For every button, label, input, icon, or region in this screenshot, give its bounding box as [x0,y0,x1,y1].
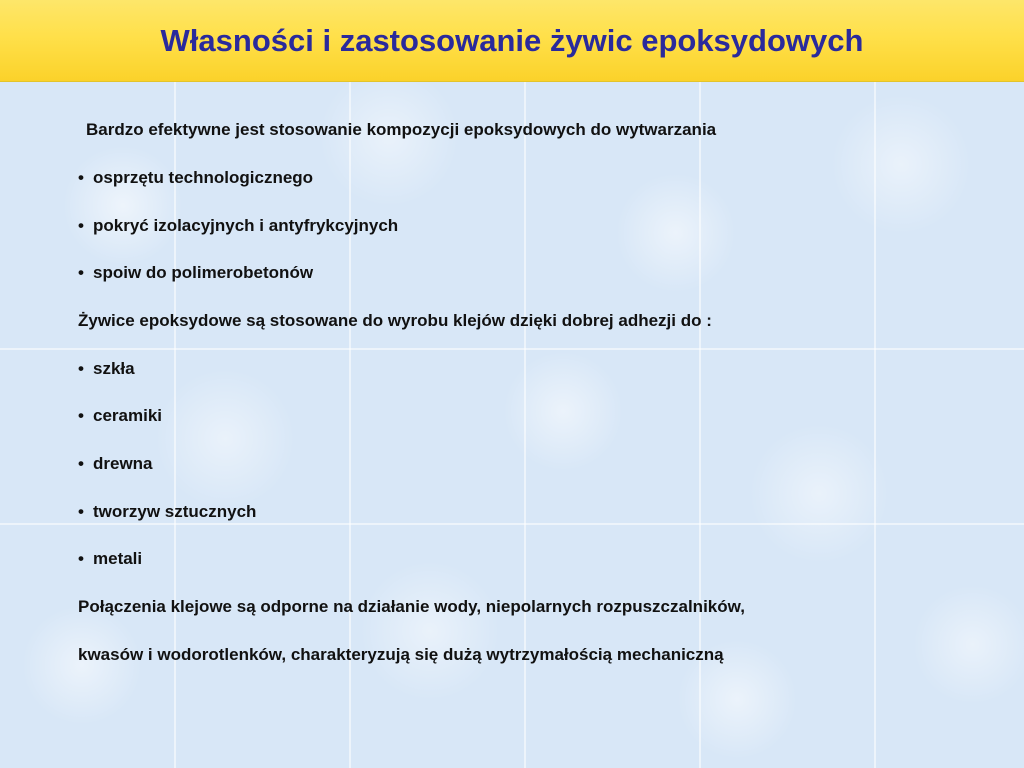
intro-line [86,120,716,140]
paragraph-line [78,311,712,331]
bullet-text: osprzętu technologicznego [93,168,314,187]
paragraph-text: kwasów i wodorotlenków, charakteryzują się dużą wytrzymałością mechaniczną [78,645,724,664]
bullet-item [78,549,142,569]
bullet-icon: • [78,359,84,378]
bullet-text: szkła [93,359,135,378]
paragraph-text: Żywice epoksydowe są stosowane do wyrobu klejów dzięki dobrej adhezji do : [78,311,712,330]
bullet-icon: • [78,549,84,568]
bullet-icon: • [78,168,84,187]
intro-text: Bardzo efektywne jest stosowanie kompozycji epoksydowych do wytwarzania [86,120,717,139]
bullet-icon: • [78,454,84,473]
bullet-icon: • [78,502,84,521]
title-bar [0,0,1024,82]
bullet-item [78,406,162,426]
bullet-text: drewna [93,454,153,473]
bullet-item [78,216,398,236]
paragraph-line [78,645,724,665]
paragraph-text: Połączenia klejowe są odporne na działanie wody, niepolarnych rozpuszczalników, [78,597,745,616]
bullet-icon: • [78,406,84,425]
bullet-item [78,168,313,188]
bullet-text: spoiw do polimerobetonów [93,263,314,282]
bullet-item [78,359,135,379]
bullet-item [78,263,313,283]
paragraph-line [78,597,745,617]
bullet-text: metali [93,549,143,568]
bullet-item [78,502,256,522]
bullet-text: tworzyw sztucznych [93,502,257,521]
bullet-item [78,454,153,474]
bullet-icon: • [78,263,84,282]
slide-title: Własności i zastosowanie żywic epoksydowych [160,23,864,58]
bullet-icon: • [78,216,84,235]
bullet-text: ceramiki [93,406,162,425]
bullet-text: pokryć izolacyjnych i antyfrykcyjnych [93,216,399,235]
